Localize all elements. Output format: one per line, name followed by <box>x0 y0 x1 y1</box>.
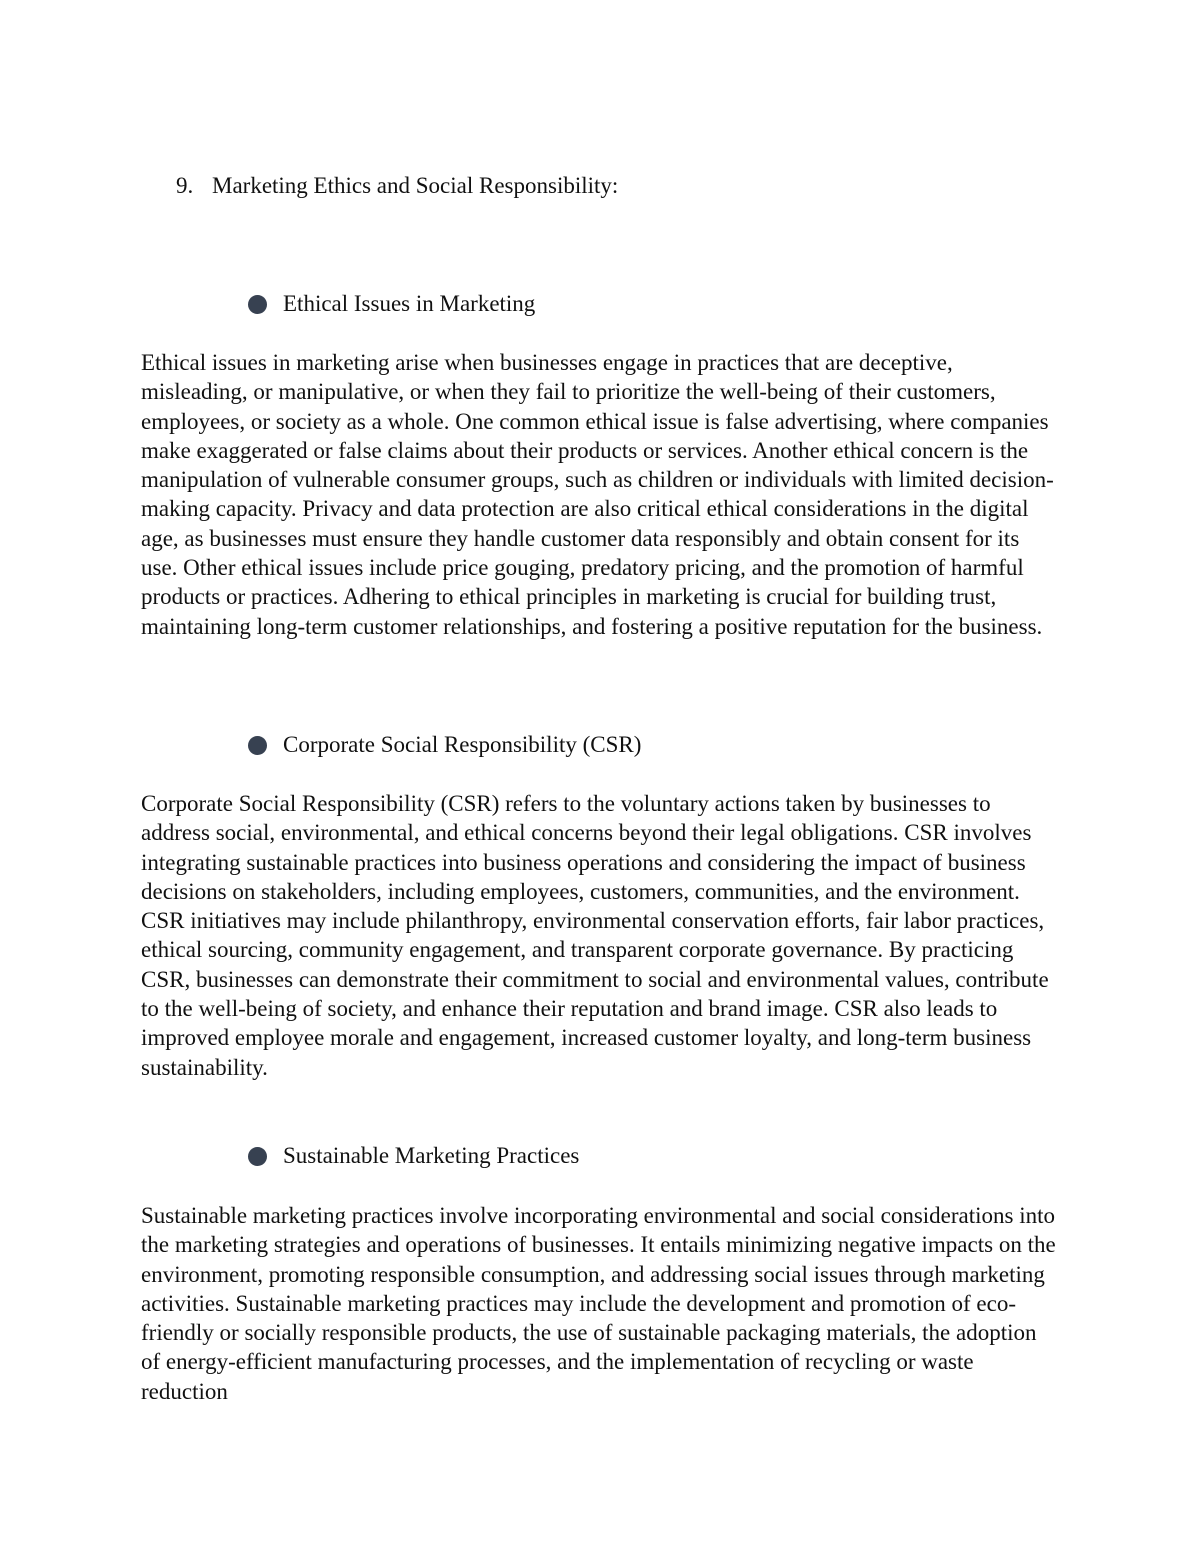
bullet-icon <box>248 295 267 314</box>
subsection-heading-text: Corporate Social Responsibility (CSR) <box>283 732 642 757</box>
paragraph-csr: Corporate Social Responsibility (CSR) refers to the voluntary actions taken by businesses to address social, environmental, and ethical concerns beyond their legal obligations. CSR involves integrating sustainable practices into business operations and considering the impact of business decisions on stakeholders, including employees, customers, communities, and the environment. CSR initiatives may include philanthropy, environmental conservation efforts, fair labor practices, ethical sourcing, community engagement, and transparent corporate governance. By practicing CSR, businesses can demonstrate their commitment to social and environmental values, contribute to the well-being of society, and enhance their reputation and brand image. CSR also leads to improved employee morale and engagement, increased customer loyalty, and long-term business sustainability. <box>141 791 1049 1080</box>
paragraph-sustainable-marketing: Sustainable marketing practices involve incorporating environmental and social considerations into the marketing strategies and operations of businesses. It entails minimizing negative impacts on the environment, promoting responsible consumption, and addressing social issues through marketing activities. Sustainable marketing practices may include the development and promotion of eco-friendly or socially responsible products, the use of sustainable packaging materials, the adoption of energy-efficient manufacturing processes, and the implementation of recycling or waste reduction <box>141 1203 1056 1404</box>
subsection-heading-csr <box>248 729 641 761</box>
bullet-icon <box>248 1147 267 1166</box>
section-title: Marketing Ethics and Social Responsibility: <box>212 173 619 198</box>
subsection-heading-text: Sustainable Marketing Practices <box>283 1143 580 1168</box>
section-number: 9. <box>176 173 194 198</box>
subsection-heading-text: Ethical Issues in Marketing <box>283 291 536 316</box>
subsection-heading-ethical-issues <box>248 288 535 320</box>
section-heading <box>176 170 618 202</box>
paragraph-ethical-issues: Ethical issues in marketing arise when businesses engage in practices that are deceptive, misleading, or manipulative, or when they fail to prioritize the well-being of their customers, employees, or society as a whole. One common ethical issue is false advertising, where companies make exaggerated or false claims about their products or services. Another ethical concern is the manipulation of vulnerable consumer groups, such as children or individuals with limited decision-making capacity. Privacy and data protection are also critical ethical considerations in the digital age, as businesses must ensure they handle customer data responsibly and obtain consent for its use. Other ethical issues include price gouging, predatory pricing, and the promotion of harmful products or practices. Adhering to ethical principles in marketing is crucial for building trust, maintaining long-term customer relationships, and fostering a positive reputation for the business. <box>141 350 1054 639</box>
bullet-icon <box>248 736 267 755</box>
subsection-heading-sustainable-marketing <box>248 1140 579 1172</box>
